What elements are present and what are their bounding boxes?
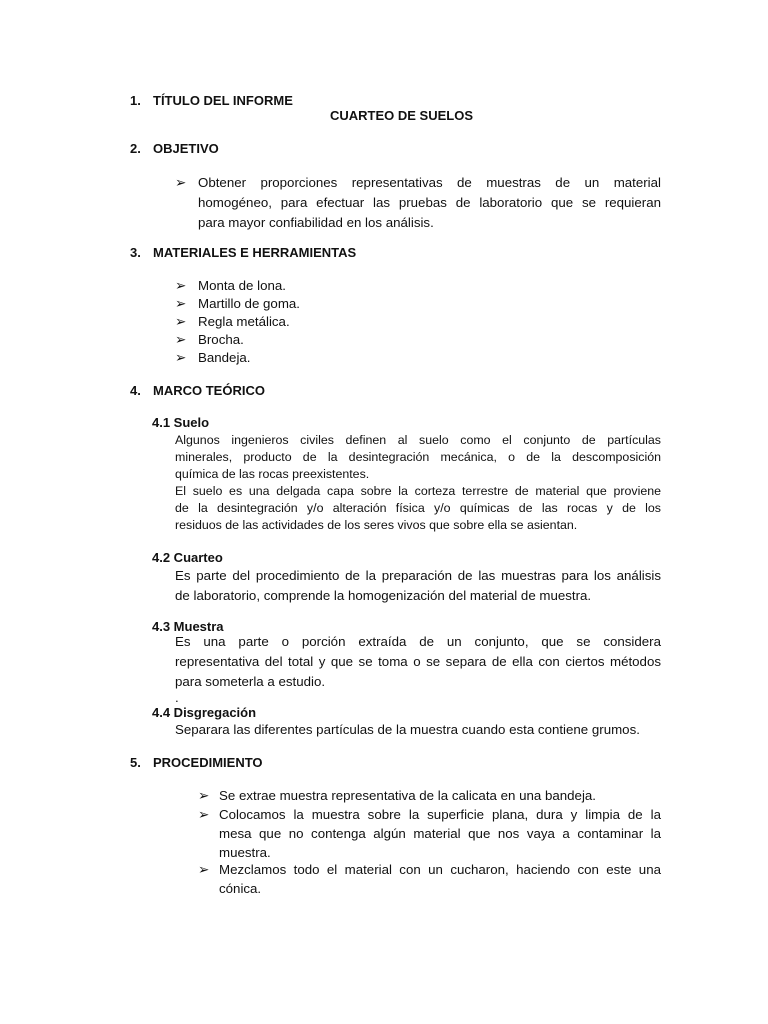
list-item [175,313,300,331]
subsection-heading-cuarteo: 4.2 Cuarteo [152,550,223,565]
section-heading-3 [130,245,356,260]
text-line: Colocamos la muestra sobre la superficie plana, dura y limpia de la [219,807,661,822]
subsection-heading-disgregacion: 4.4 Disgregación [152,705,257,720]
report-title: CUARTEO DE SUELOS [330,108,474,123]
list-item [175,349,300,367]
subsection-heading-suelo: 4.1 Suelo [152,415,210,430]
text-line: residuos de las actividades de los seres vivos que sobre ella se asientan. [175,518,578,532]
list-item-label: Bandeja. [198,350,251,365]
section-heading-2 [130,141,219,156]
subsection-heading-muestra: 4.3 Muestra [152,619,224,634]
text-line: Es parte del procedimiento de la preparación de las muestras para los análisis [175,568,661,583]
section-number: 4. [130,383,141,398]
text-line: química de las rocas preexistentes. [175,467,370,481]
text-line: Separara las diferentes partículas de la muestra cuando esta contiene grumos. [175,722,640,737]
text-line: El suelo es una delgada capa sobre la corteza terrestre de material que proviene [175,484,661,498]
bullet-arrow-icon: ➢ [175,350,187,365]
text-line: representativa del total y que se toma o se separa de ella con ciertos métodos [175,654,661,669]
text-line: Algunos ingenieros civiles definen al suelo como el conjunto de partículas [175,433,661,447]
section-number: 5. [130,755,141,770]
bullet-arrow-icon: ➢ [175,175,187,190]
text-line: Obtener proporciones representativas de muestras de un material [198,175,661,190]
text-line: Se extrae muestra representativa de la calicata en una bandeja. [219,788,596,803]
bullet-arrow-icon: ➢ [175,332,187,347]
procedure-step [219,805,661,862]
cuarteo-paragraph [175,566,661,606]
section-label: PROCEDIMIENTO [153,755,263,770]
text-line: . [175,690,179,705]
muestra-paragraph [175,632,661,704]
text-line: de la desintegración y/o alteración física y/o químicas de las rocas y de los [175,501,661,515]
suelo-paragraph [175,432,661,534]
section-label: TÍTULO DEL INFORME [153,93,293,108]
bullet-arrow-icon: ➢ [175,278,187,293]
materials-list [175,277,300,367]
bullet-arrow-icon: ➢ [198,788,210,803]
list-item [175,277,300,295]
bullet-arrow-icon: ➢ [198,807,210,822]
list-item [175,331,300,349]
section-heading-5 [130,755,263,770]
text-line: Mezclamos todo el material con un cucharon, haciendo con este una [219,862,661,877]
section-heading-1 [130,93,293,108]
section-heading-4 [130,383,265,398]
section-label: MARCO TEÓRICO [153,383,265,398]
text-line: para someterla a estudio. [175,674,326,689]
procedure-step [219,786,661,805]
text-line: cónica. [219,881,262,896]
text-line: Es una parte o porción extraída de un conjunto, que se considera [175,634,661,649]
list-item [175,295,300,313]
list-item-label: Brocha. [198,332,244,347]
objective-paragraph [198,173,661,233]
section-number: 2. [130,141,141,156]
bullet-arrow-icon: ➢ [198,862,210,877]
bullet-arrow-icon: ➢ [175,296,187,311]
list-item-label: Monta de lona. [198,278,286,293]
text-line: homogéneo, para efectuar las pruebas de laboratorio que se requieran [198,195,661,210]
section-label: OBJETIVO [153,141,219,156]
section-number: 1. [130,93,141,108]
text-line: de laboratorio, comprende la homogenización del material de muestra. [175,588,592,603]
procedure-step [219,860,661,898]
text-line: minerales, producto de la desintegración mecánica, o de la descomposición [175,450,661,464]
text-line: para mayor confiabilidad en los análisis. [198,215,434,230]
disgregacion-paragraph [175,720,661,740]
list-item-label: Regla metálica. [198,314,290,329]
list-item-label: Martillo de goma. [198,296,300,311]
bullet-arrow-icon: ➢ [175,314,187,329]
text-line: muestra. [219,845,271,860]
section-number: 3. [130,245,141,260]
section-label: MATERIALES E HERRAMIENTAS [153,245,357,260]
text-line: mesa que no contenga algún material que nos vaya a contaminar la [219,826,661,841]
